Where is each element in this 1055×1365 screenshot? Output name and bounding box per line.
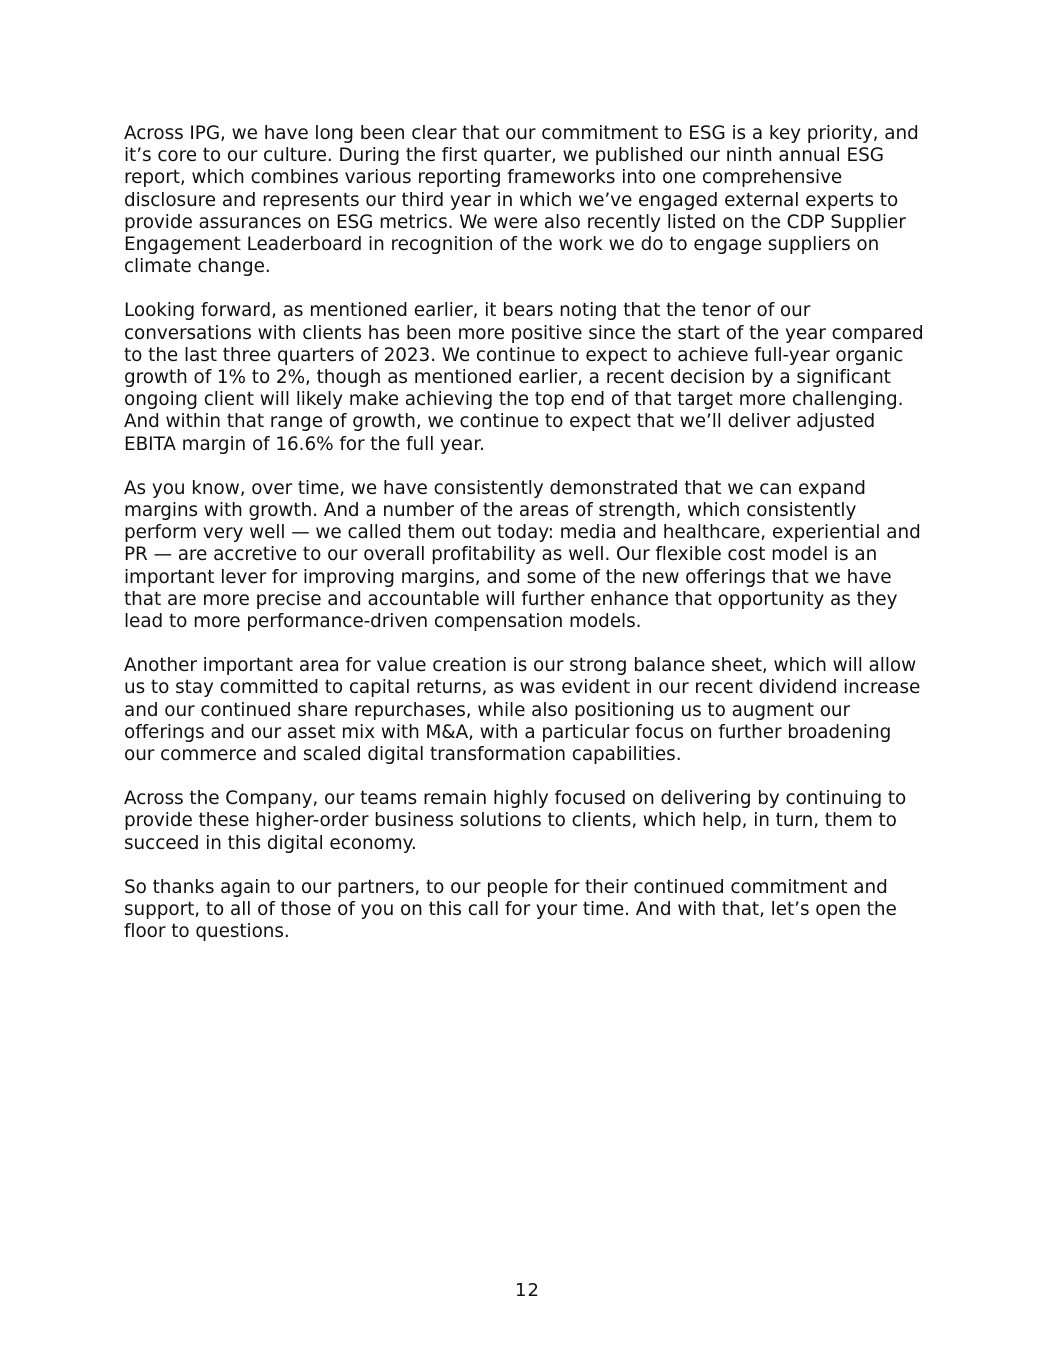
- paragraph-margins: As you know, over time, we have consistently demonstrated that we can expand margins with growth. And a number of the areas of strength, which consistently perform very well — we called them out today: media and healthcare, experiential and PR — are accretive to our overall profitability as well. Our flexible cost model is an important lever for improving margins, and some of the new offerings that we have that are more precise and accountable will further enhance that opportunity as they lead to more performance-driven compensation models.: [124, 477, 921, 633]
- page-number: 12: [515, 1280, 540, 1301]
- paragraph-outlook: Looking forward, as mentioned earlier, it bears noting that the tenor of our conversations with clients has been more positive since the start of the year compared to the last three quarters of 2023. We continue to expect to achieve full-year organic growth of 1% to 2%, though as mentioned earlier, a recent decision by a significant ongoing client will likely make achieving the top end of that target more challenging. And within that range of growth, we continue to expect that we’ll deliver adjusted EBITA margin of 16.6% for the full year.: [124, 300, 924, 455]
- body-text: [124, 123, 924, 966]
- paragraph-closing: So thanks again to our partners, to our people for their continued commitment and support, to all of those of you on this call for your time. And with that, let’s open the floor to questions.: [124, 876, 897, 943]
- paragraph-balance-sheet: Another important area for value creation is our strong balance sheet, which will allow us to stay committed to capital returns, as was evident in our recent dividend increase and our continued share repurchases, while also positioning us to augment our offerings and our asset mix with M&A, with a particular focus on further broadening our commerce and scaled digital transformation capabilities.: [124, 655, 921, 766]
- paragraph-esg: Across IPG, we have long been clear that our commitment to ESG is a key priority, and it’s core to our culture. During the first quarter, we published our ninth annual ESG report, which combines various reporting frameworks into one comprehensive disclosure and represents our third year in which we’ve engaged external experts to provide assurances on ESG metrics. We were also recently listed on the CDP Supplier Engagement Leaderboard in recognition of the work we do to engage suppliers on climate change.: [124, 123, 919, 278]
- paragraph-teams: Across the Company, our teams remain highly focused on delivering by continuing to provide these higher-order business solutions to clients, which help, in turn, them to succeed in this digital economy.: [124, 788, 907, 854]
